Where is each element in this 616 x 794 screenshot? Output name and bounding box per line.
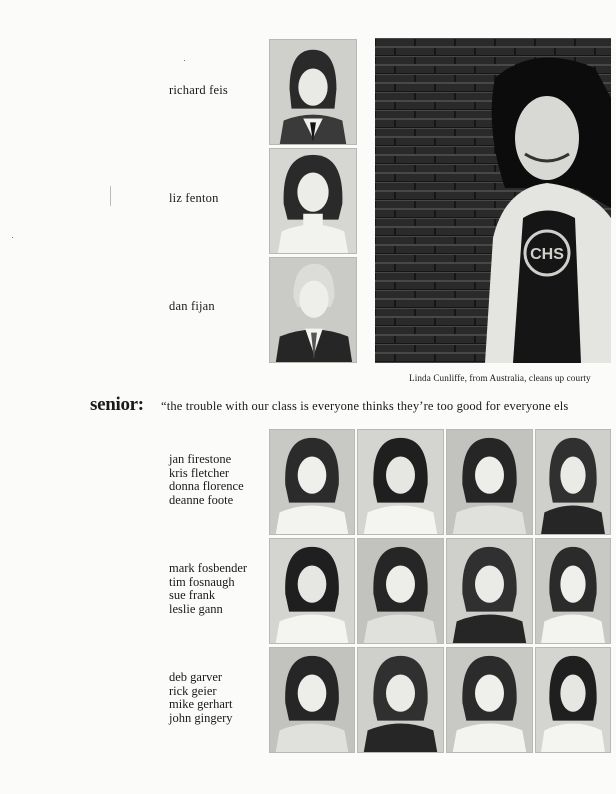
portrait-photo [269, 148, 357, 254]
student-name-richard-feis: richard feis [169, 83, 228, 97]
portrait-photo [535, 538, 611, 644]
feature-photo-caption: Linda Cunliffe, from Australia, cleans up courty [409, 373, 591, 383]
portrait-photo [357, 538, 444, 644]
portrait-photo [446, 538, 533, 644]
student-name: jan firestone [169, 452, 232, 466]
group-names-list [169, 671, 233, 726]
portrait-photo [446, 647, 533, 753]
student-name: kris fletcher [169, 465, 230, 480]
portrait-photo [269, 429, 355, 535]
portrait-photo [446, 429, 533, 535]
student-name: deb garver [169, 670, 223, 684]
group-names-list [169, 453, 244, 508]
student-name: sue frank [169, 588, 216, 603]
portrait-photo [535, 647, 611, 753]
feature-photo-brick-wall [375, 38, 611, 363]
student-name-dan-fijan: dan fijan [169, 299, 215, 313]
group-names-list [169, 562, 247, 617]
page-speck [12, 237, 13, 238]
section-label: senior: [90, 394, 144, 415]
page-speck [110, 186, 111, 206]
student-name: donna florence [169, 479, 244, 494]
page-speck [184, 60, 185, 61]
portrait-photo [535, 429, 611, 535]
portrait-photo [269, 257, 357, 363]
student-name-liz-fenton: liz fenton [169, 191, 219, 205]
svg-text:CHS: CHS [530, 246, 564, 263]
portrait-photo [269, 538, 355, 644]
student-name: john gingery [169, 711, 233, 726]
student-name: leslie gann [169, 602, 223, 617]
student-name: rick geier [169, 683, 217, 698]
student-name: mike gerhart [169, 697, 233, 712]
student-name: tim fosnaugh [169, 574, 235, 589]
portrait-photo [269, 39, 357, 145]
portrait-photo [269, 647, 355, 753]
portrait-photo [357, 647, 444, 753]
portrait-photo [357, 429, 444, 535]
student-name: deanne foote [169, 493, 234, 508]
section-quote: “the trouble with our class is everyone thinks they’re too good for everyone els [161, 399, 569, 413]
student-name: mark fosbender [169, 561, 248, 575]
